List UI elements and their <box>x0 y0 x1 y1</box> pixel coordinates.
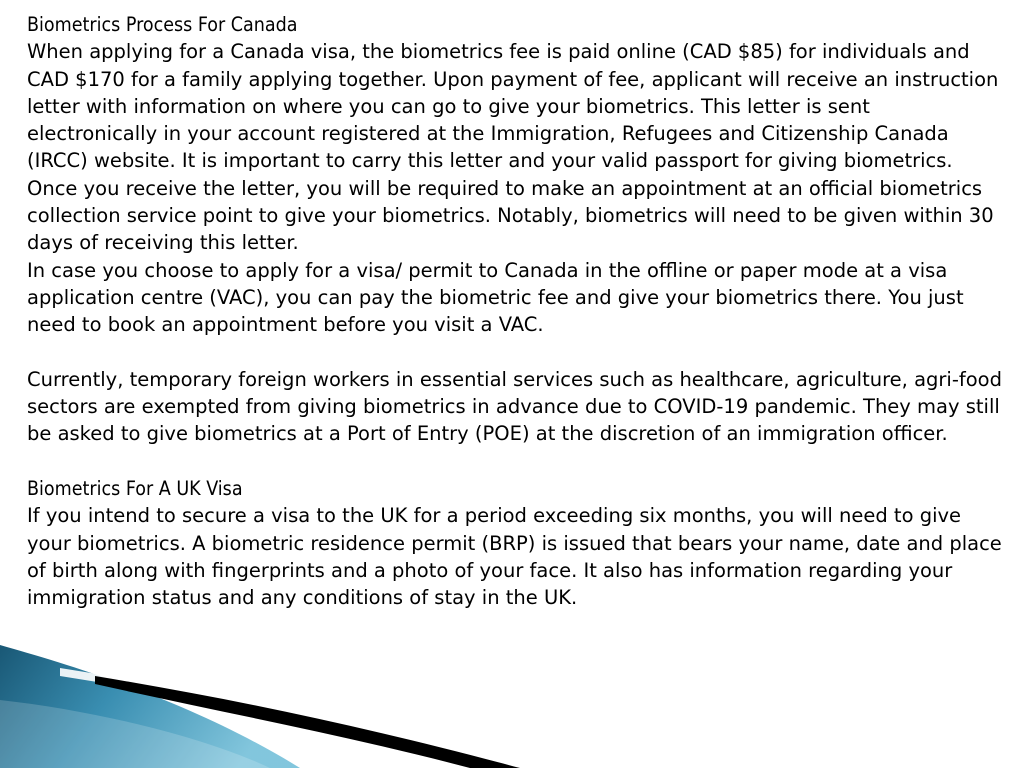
canada-paragraph-vac: In case you choose to apply for a visa/ permit to Canada in the offline or paper mode at a visa application centre (VAC), you can pay the biometric fee and give your biometrics there. You just need to book an appointment before you visit a VAC. <box>27 258 964 337</box>
canada-paragraph-exemption: Currently, temporary foreign workers in essential services such as healthcare, agriculture, agri-food sectors are exempted from giving biometrics in advance due to COVID-19 pandemic. They may still be asked to give biometrics at a Port of Entry (POE) at the discretion of an immigration officer. <box>27 367 1002 446</box>
light-wave-overlay <box>0 700 270 768</box>
paragraph-spacer <box>27 339 1002 366</box>
uk-heading: Biometrics For A UK Visa <box>27 477 243 501</box>
slide-content <box>27 11 1002 612</box>
paragraph-spacer <box>27 448 1002 475</box>
canada-paragraph-fee: When applying for a Canada visa, the biometrics fee is paid online (CAD $85) for individuals and CAD $170 for a family applying together. Upon payment of fee, applicant will receive an instruction letter with information on where you can go to give your biometrics. This letter is sent electronically in your account registered at the Immigration, Refugees and Citizenship Canada (IRCC) website. It is important to carry this letter and your valid passport for giving biometrics. <box>27 40 999 173</box>
white-stripe <box>60 668 470 752</box>
uk-paragraph-brp: If you intend to secure a visa to the UK for a period exceeding six months, you will need to give your biometrics. A biometric residence permit (BRP) is issued that bears your name, date and place of birth along with fingerprints and a photo of your face. It also has information regarding your immigration status and any conditions of stay in the UK. <box>27 504 1002 610</box>
blue-wave-shape <box>0 645 300 768</box>
canada-paragraph-appointment: Once you receive the letter, you will be required to make an appointment at an official biometrics collection service point to give your biometrics. Notably, biometrics will need to be given within 30 days of receiving this letter. <box>27 176 994 255</box>
black-stripe <box>95 676 520 768</box>
canada-heading: Biometrics Process For Canada <box>27 13 298 36</box>
